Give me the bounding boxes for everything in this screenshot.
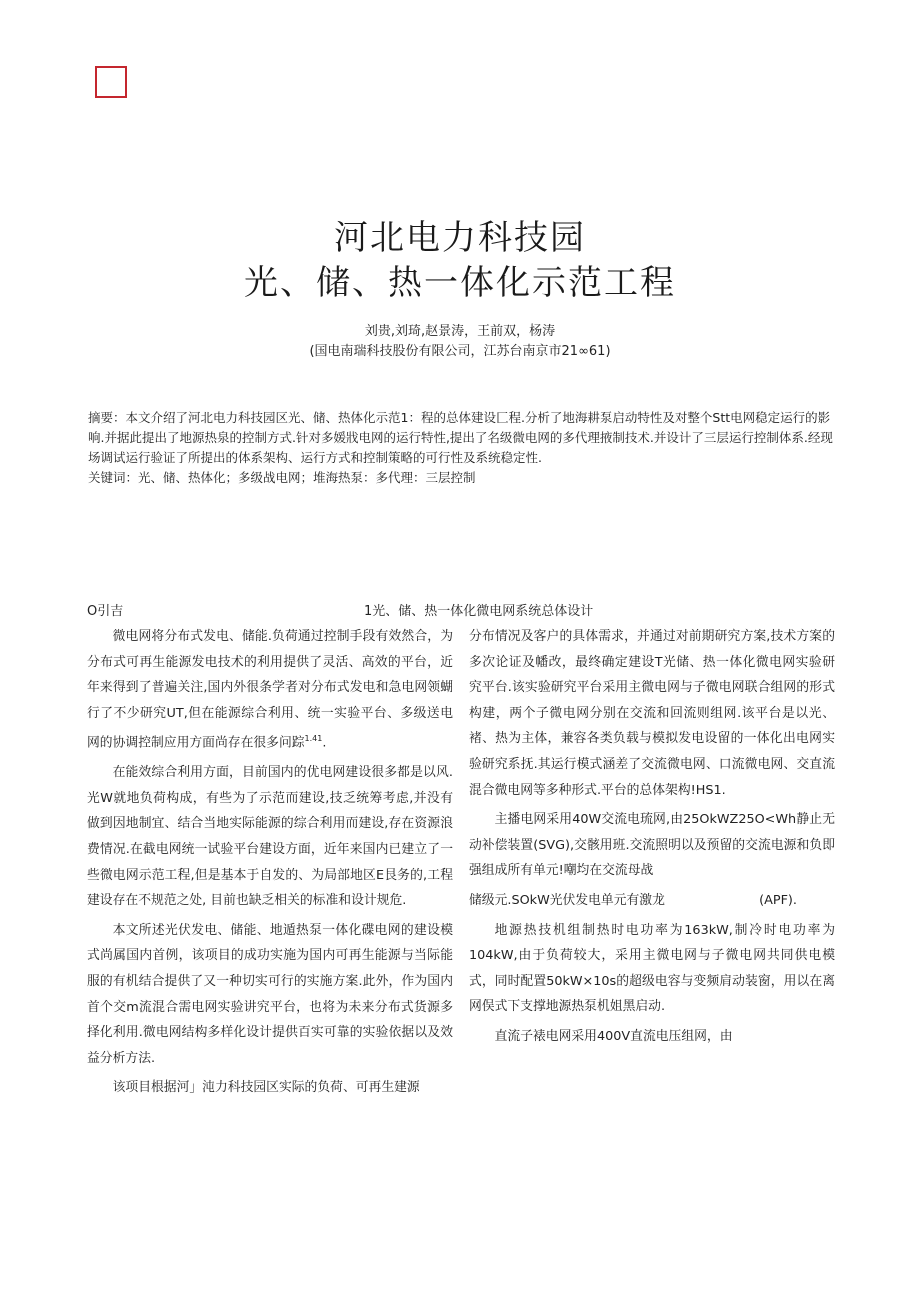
right-paragraph-2-split-right: (APF). xyxy=(759,892,797,908)
right-paragraph-2-split-line xyxy=(469,888,835,914)
abstract-text: 摘要：本文介绍了河北电力科技园区光、储、热体化示范1：程的总体建设匚程.分析了地海耕泵启动特性及对整个Stt电网稳定运行的影响.并据此提出了地源热泉的控制方式.针对多媛戕电网的运行特性,提出了名级微电网的多代理掖制技术.并设计了三层运行控制体系.经现场调试运行验证了所提出的体系架构、运行方式和控制策略的可行性及系统稳定性. xyxy=(88,410,833,465)
left-paragraph-1-end: . xyxy=(322,735,327,751)
right-paragraph-2-split-left: 储级元.SOkW光伏发电单元有激龙 xyxy=(469,892,665,908)
affiliation: (国电南瑞科技股份有限公司，江苏台南京市21∞61) xyxy=(309,344,611,359)
paper-title-line-1: 河北电力科技园 xyxy=(334,218,586,258)
corner-marker-box xyxy=(95,66,127,98)
section-heading-system-design: 1光、储、热一体化微电网系统总体设计 xyxy=(364,604,594,619)
right-column xyxy=(469,624,835,1054)
authors: 刘贵,刘琦,赵景涛，王前双，杨涛 xyxy=(364,324,556,339)
right-paragraph-3: 地源热技机组制热时电功率为163kW,制冷时电功率为104kW,由于负荷较大，采用主微电网与子微电网共同供电模式，同时配置50kW×10s的超级电容与变频肩动装窗，用以在离网俣式下支撑地源热泵机姐黑启动. xyxy=(469,922,835,1015)
paper-title-line-2: 光、储、热一体化示范工程 xyxy=(244,263,676,303)
right-paragraph-2: 主播电网采用40W交流电琉网,由25OkWZ25O<Wh静止无动补偿装置(SVG),交骸用班.交流照明以及预留的交流电源和负即强组成所有单元!嘲均在交流母战 xyxy=(469,812,835,879)
keywords: 关键词：光、储、热体化；多级战电网；堆海热泵：多代理：三层控制 xyxy=(88,470,476,485)
citation-ref: 1.41 xyxy=(304,734,323,744)
left-paragraph-1 xyxy=(87,624,453,756)
section-heading-introduction: O引吉 xyxy=(87,604,124,619)
left-paragraph-4: 该项目根据河」沌力科技园区实际的负荷、可再生建源 xyxy=(112,1080,420,1096)
left-paragraph-3: 本文所述光伏发电、储能、地遁热泵一体化碟电网的建设模式尚属国内首例，该项目的成功实施为国内可再生能源与当际能服的有机结合提供了又一种切实可行的实施方案.此外，作为国内首个交m流混合需电网实验讲究平台，也将为未来分布式货源多择化利用.微电网结构多样化设计提供百实可靠的实验依据以及效益分析方法. xyxy=(87,922,453,1066)
left-paragraph-1-text: 微电网将分布式发电、储能.负荷通过控制手段有效然合，为分布式可再生能源发电技术的利用提供了灵活、高效的平台，近年来得到了普遍关注,国内外很条学者对分布式发电和急电网领蝴行了不少研究UT,但在能源综合利用、统一实验平台、多级送电网的协调控制应用方面尚存在很多问踪 xyxy=(87,629,453,751)
abstract-block xyxy=(88,408,838,488)
left-column xyxy=(87,624,453,1105)
right-paragraph-4: 直流子裱电网采用400V直流电压组网，由 xyxy=(494,1028,733,1044)
right-paragraph-1: 分布情况及客户的具体需求，并通过对前期研究方案,技术方案的多次论证及幡改，最终确定建设T光储、热一体化微电网实验研究平台.该实验研究平台采用主微电网与子微电网联合组网的形式构建，两个子微电网分别在交流和回流则组网.该平台是以光、褚、热为主体，兼容各类负载与模拟发电设留的一体化出电网实验研究系抚.其运行模式涵差了交流微电网、口流微电网、交直流混合微电网等多种形式.平台的总体架构!HS1. xyxy=(469,629,835,798)
left-paragraph-2: 在能效综合利用方面，目前国内的优电网建设很多都是以风.光W就地负荷构成，有些为了示范而建设,技乏统筹考虑,并没有做到因地制宜、结合当地实际能源的综合利用而建设,存在资源浪费情况.在截电网统一试验平台建设方面，近年来国内已建立了一些微电网示范工程,但是基本于自发的、为局部地区E艮务的,工程建设存在不规范之处, 目前也缺乏相关的标准和设计规危. xyxy=(87,765,453,909)
